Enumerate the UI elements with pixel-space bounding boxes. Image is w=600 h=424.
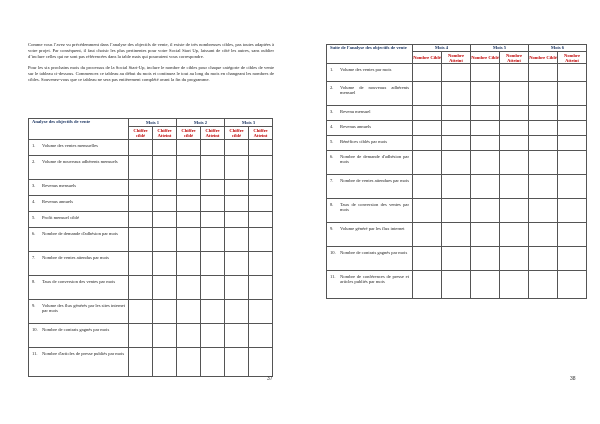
value-cell[interactable] [225, 348, 249, 377]
table-row [327, 223, 587, 247]
table-row [29, 140, 273, 156]
row-label [327, 223, 413, 247]
value-cell[interactable] [413, 106, 442, 121]
value-cell[interactable] [529, 136, 558, 151]
value-cell[interactable] [529, 271, 558, 299]
value-cell[interactable] [471, 175, 500, 199]
table-row [327, 247, 587, 271]
value-cell[interactable] [471, 271, 500, 299]
sub-header-target: Nombre Ciblé [529, 52, 558, 64]
value-cell[interactable] [558, 199, 587, 223]
value-cell[interactable] [442, 151, 471, 175]
value-cell[interactable] [471, 223, 500, 247]
row-label-text: Volume de nouveaux adhérents mensuels [42, 159, 118, 164]
value-cell[interactable] [500, 64, 529, 82]
row-label-text: Volume généré par les flux internet [340, 226, 405, 231]
value-cell[interactable] [249, 252, 273, 276]
row-label-text: Nombre de demande d'adhésion par mois [340, 154, 409, 165]
row-label [29, 212, 129, 228]
sub-header-target: Nombre Ciblé [413, 52, 442, 64]
table-row [29, 180, 273, 196]
value-cell[interactable] [471, 247, 500, 271]
value-cell[interactable] [129, 276, 153, 300]
value-cell[interactable] [129, 196, 153, 212]
value-cell[interactable] [500, 121, 529, 136]
value-cell[interactable] [177, 156, 201, 180]
row-number: 3. [32, 183, 36, 188]
value-cell[interactable] [442, 82, 471, 106]
row-number: 4. [330, 124, 334, 129]
row-number: 9. [32, 303, 36, 308]
value-cell[interactable] [413, 136, 442, 151]
value-cell[interactable] [153, 252, 177, 276]
value-cell[interactable] [177, 196, 201, 212]
value-cell[interactable] [153, 348, 177, 377]
table-row [327, 136, 587, 151]
value-cell[interactable] [558, 106, 587, 121]
row-label-text: Volume des ventes par mois [340, 67, 392, 72]
value-cell[interactable] [129, 348, 153, 377]
value-cell[interactable] [558, 223, 587, 247]
value-cell[interactable] [500, 247, 529, 271]
value-cell[interactable] [129, 156, 153, 180]
table-row [29, 156, 273, 180]
value-cell[interactable] [249, 228, 273, 252]
table-corner-title: Analyse des objectifs de vente [29, 119, 129, 140]
row-number: 5. [330, 139, 334, 144]
page-number: 37 [267, 376, 273, 382]
value-cell[interactable] [201, 324, 225, 348]
row-label-text: Nombre de contrats gagnés par mois [340, 250, 408, 255]
value-cell[interactable] [558, 82, 587, 106]
page-number: 38 [570, 376, 576, 382]
value-cell[interactable] [471, 136, 500, 151]
value-cell[interactable] [442, 223, 471, 247]
value-cell[interactable] [500, 223, 529, 247]
value-cell[interactable] [225, 324, 249, 348]
row-label [29, 300, 129, 324]
value-cell[interactable] [500, 175, 529, 199]
month-header-4: Mois 4 [413, 45, 471, 52]
value-cell[interactable] [225, 228, 249, 252]
value-cell[interactable] [471, 199, 500, 223]
table-row [29, 300, 273, 324]
row-label [327, 151, 413, 175]
value-cell[interactable] [529, 175, 558, 199]
row-label [29, 140, 129, 156]
value-cell[interactable] [177, 212, 201, 228]
row-label [29, 324, 129, 348]
value-cell[interactable] [529, 106, 558, 121]
intro-paragraph-1: Comme vous l’avez vu précédemment dans l’analyse des objectifs de vente, il existe de très nombreuses cibles, pas toutes adaptées à votre projet. Par conséquent, il faut choisir les plus pertinentes pour votre Social Start Up, laissant de côté les autres, sans oublier d’inclure celles qui ne sont pas référencées dans la table mais qui pourraient vous correspondre. [28, 42, 274, 60]
value-cell[interactable] [529, 151, 558, 175]
row-label-text: Revenu mensuel [340, 109, 371, 114]
value-cell[interactable] [129, 212, 153, 228]
sub-header-target: Chiffre ciblé [225, 127, 249, 140]
value-cell[interactable] [225, 196, 249, 212]
row-label [29, 228, 129, 252]
table-row [327, 175, 587, 199]
value-cell[interactable] [529, 64, 558, 82]
row-number: 11. [330, 274, 336, 279]
row-number: 10. [330, 250, 336, 255]
value-cell[interactable] [471, 82, 500, 106]
value-cell[interactable] [225, 156, 249, 180]
month-header-6: Mois 6 [529, 45, 587, 52]
value-cell[interactable] [153, 276, 177, 300]
value-cell[interactable] [529, 199, 558, 223]
month-header-1: Mois 1 [129, 119, 177, 127]
row-label-text: Volume de nouveaux adhérents mensuel [340, 85, 409, 96]
row-number: 10. [32, 327, 38, 332]
table-row [327, 82, 587, 106]
row-number: 1. [32, 143, 36, 148]
value-cell[interactable] [177, 348, 201, 377]
sales-objectives-continued-table [326, 44, 587, 299]
value-cell[interactable] [225, 180, 249, 196]
value-cell[interactable] [558, 64, 587, 82]
row-label [29, 156, 129, 180]
value-cell[interactable] [249, 156, 273, 180]
value-cell[interactable] [201, 276, 225, 300]
value-cell[interactable] [529, 223, 558, 247]
row-number: 9. [330, 226, 334, 231]
value-cell[interactable] [249, 140, 273, 156]
value-cell[interactable] [413, 247, 442, 271]
table-row [327, 106, 587, 121]
row-label-text: Nombre de conférences de presse et articles publiés par mois [340, 274, 409, 285]
value-cell[interactable] [153, 324, 177, 348]
month-header-3: Mois 3 [225, 119, 273, 127]
row-label [29, 252, 129, 276]
value-cell[interactable] [471, 121, 500, 136]
sub-header-target: Chiffre ciblé [129, 127, 153, 140]
row-label [327, 82, 413, 106]
row-number: 8. [32, 279, 36, 284]
value-cell[interactable] [129, 180, 153, 196]
sub-header-achieved: Nombre Atteint [442, 52, 471, 64]
intro-paragraph-2: Pour les six prochains mois du processus de la Social Start-Up, inclure le nombre de cibles pour chaque catégorie de cibles de vente sur le tableau ci-dessous. Commencez ce tableau au début du mois et continuez le tout au long du mois en changeant les nombres de cibles. Souvenez-vous que ce tableau ne sera pas entièrement complété avant la fin du programme. [28, 65, 274, 83]
row-number: 2. [330, 85, 334, 90]
value-cell[interactable] [529, 247, 558, 271]
value-cell[interactable] [177, 252, 201, 276]
value-cell[interactable] [558, 136, 587, 151]
value-cell[interactable] [129, 300, 153, 324]
value-cell[interactable] [500, 271, 529, 299]
row-label-text: Nombre d'articles de presse publiés par mois [42, 351, 125, 356]
row-label-text: Nombre de ventes attendus par mois [42, 255, 109, 260]
value-cell[interactable] [153, 212, 177, 228]
value-cell[interactable] [413, 151, 442, 175]
sub-header-achieved: Chiffre Atteint [201, 127, 225, 140]
sub-header-achieved: Nombre Atteint [558, 52, 587, 64]
value-cell[interactable] [153, 180, 177, 196]
value-cell[interactable] [500, 136, 529, 151]
table-row [29, 348, 273, 377]
value-cell[interactable] [129, 252, 153, 276]
value-cell[interactable] [500, 199, 529, 223]
value-cell[interactable] [413, 271, 442, 299]
row-number: 2. [32, 159, 36, 164]
value-cell[interactable] [442, 136, 471, 151]
row-number: 6. [330, 154, 334, 159]
value-cell[interactable] [177, 228, 201, 252]
month-header-2: Mois 2 [177, 119, 225, 127]
row-label-text: Nombre de ventes attendues par mois [340, 178, 410, 183]
value-cell[interactable] [413, 199, 442, 223]
value-cell[interactable] [413, 175, 442, 199]
value-cell[interactable] [442, 247, 471, 271]
value-cell[interactable] [529, 121, 558, 136]
value-cell[interactable] [129, 228, 153, 252]
table-row [327, 64, 587, 82]
value-cell[interactable] [225, 212, 249, 228]
table-row [29, 324, 273, 348]
table-row [327, 121, 587, 136]
value-cell[interactable] [201, 156, 225, 180]
value-cell[interactable] [225, 252, 249, 276]
value-cell[interactable] [129, 324, 153, 348]
value-cell[interactable] [201, 212, 225, 228]
value-cell[interactable] [177, 300, 201, 324]
row-label [29, 276, 129, 300]
value-cell[interactable] [153, 156, 177, 180]
table-row [29, 212, 273, 228]
row-label-text: Nombre de contrats gagnés par mois [42, 327, 110, 332]
table-body [327, 64, 587, 299]
value-cell[interactable] [442, 199, 471, 223]
value-cell[interactable] [558, 247, 587, 271]
value-cell[interactable] [500, 106, 529, 121]
value-cell[interactable] [153, 300, 177, 324]
table-row [29, 196, 273, 212]
value-cell[interactable] [413, 223, 442, 247]
value-cell[interactable] [249, 180, 273, 196]
row-label [29, 180, 129, 196]
value-cell[interactable] [413, 121, 442, 136]
table-row [29, 228, 273, 252]
row-label-text: Bénéfices ciblés par mois [340, 139, 388, 144]
value-cell[interactable] [201, 348, 225, 377]
value-cell[interactable] [558, 121, 587, 136]
value-cell[interactable] [500, 151, 529, 175]
value-cell[interactable] [471, 151, 500, 175]
row-number: 7. [32, 255, 36, 260]
value-cell[interactable] [249, 348, 273, 377]
row-label [327, 247, 413, 271]
table-row [29, 252, 273, 276]
value-cell[interactable] [201, 300, 225, 324]
value-cell[interactable] [153, 140, 177, 156]
value-cell[interactable] [249, 276, 273, 300]
value-cell[interactable] [225, 140, 249, 156]
value-cell[interactable] [529, 82, 558, 106]
row-label-text: Revenus mensuels [42, 183, 77, 188]
value-cell[interactable] [558, 271, 587, 299]
value-cell[interactable] [471, 64, 500, 82]
value-cell[interactable] [177, 276, 201, 300]
row-label-text: Taux de conversion des ventes par mois [42, 279, 116, 284]
table-row [29, 276, 273, 300]
value-cell[interactable] [153, 228, 177, 252]
sub-header-achieved: Chiffre Atteint [153, 127, 177, 140]
row-label-text: Taux de conversion des ventes par mois [340, 202, 409, 213]
sub-header-achieved: Chiffre Atteint [249, 127, 273, 140]
value-cell[interactable] [201, 196, 225, 212]
value-cell[interactable] [471, 106, 500, 121]
row-label [327, 106, 413, 121]
sub-header-target: Nombre Ciblé [471, 52, 500, 64]
row-number: 7. [330, 178, 334, 183]
value-cell[interactable] [201, 140, 225, 156]
table-row [327, 199, 587, 223]
value-cell[interactable] [413, 64, 442, 82]
value-cell[interactable] [500, 82, 529, 106]
row-number: 11. [32, 351, 38, 356]
value-cell[interactable] [177, 180, 201, 196]
value-cell[interactable] [225, 300, 249, 324]
row-label-text: Volume des ventes mensuelles [42, 143, 98, 148]
row-label [29, 196, 129, 212]
value-cell[interactable] [442, 64, 471, 82]
value-cell[interactable] [442, 106, 471, 121]
sales-objectives-table [28, 118, 273, 377]
row-label-text: Profit mensuel ciblé [42, 215, 79, 220]
value-cell[interactable] [201, 228, 225, 252]
value-cell[interactable] [249, 212, 273, 228]
month-header-5: Mois 5 [471, 45, 529, 52]
row-number: 5. [32, 215, 36, 220]
row-number: 3. [330, 109, 334, 114]
row-label-text: Revenus annuels [340, 124, 372, 129]
value-cell[interactable] [177, 140, 201, 156]
row-label-text: Nombre de demande d'adhésion par mois [42, 231, 118, 236]
sub-header-achieved: Nombre Atteint [500, 52, 529, 64]
table-corner-title: Suite de l’analyse des objectifs de vente [327, 45, 413, 64]
table-body [29, 140, 273, 377]
row-number: 6. [32, 231, 36, 236]
row-number: 8. [330, 202, 334, 207]
table-row [327, 271, 587, 299]
value-cell[interactable] [129, 140, 153, 156]
value-cell[interactable] [225, 276, 249, 300]
row-label-text: Volume des flux générés par les sites internet par mois [42, 303, 125, 314]
intro-text [28, 42, 274, 89]
row-number: 4. [32, 199, 36, 204]
row-label [327, 175, 413, 199]
row-label [327, 64, 413, 82]
value-cell[interactable] [413, 82, 442, 106]
row-number: 1. [330, 67, 334, 72]
value-cell[interactable] [442, 271, 471, 299]
page-right [300, 0, 600, 424]
value-cell[interactable] [249, 300, 273, 324]
value-cell[interactable] [201, 252, 225, 276]
value-cell[interactable] [177, 324, 201, 348]
row-label [29, 348, 129, 377]
row-label [327, 121, 413, 136]
row-label-text: Revenus annuels [42, 199, 74, 204]
value-cell[interactable] [249, 324, 273, 348]
value-cell[interactable] [249, 196, 273, 212]
row-label [327, 136, 413, 151]
value-cell[interactable] [153, 196, 177, 212]
value-cell[interactable] [558, 175, 587, 199]
row-label [327, 271, 413, 299]
value-cell[interactable] [442, 121, 471, 136]
sub-header-target: Chiffre ciblé [177, 127, 201, 140]
value-cell[interactable] [558, 151, 587, 175]
value-cell[interactable] [201, 180, 225, 196]
value-cell[interactable] [442, 175, 471, 199]
table-row [327, 151, 587, 175]
row-label [327, 199, 413, 223]
